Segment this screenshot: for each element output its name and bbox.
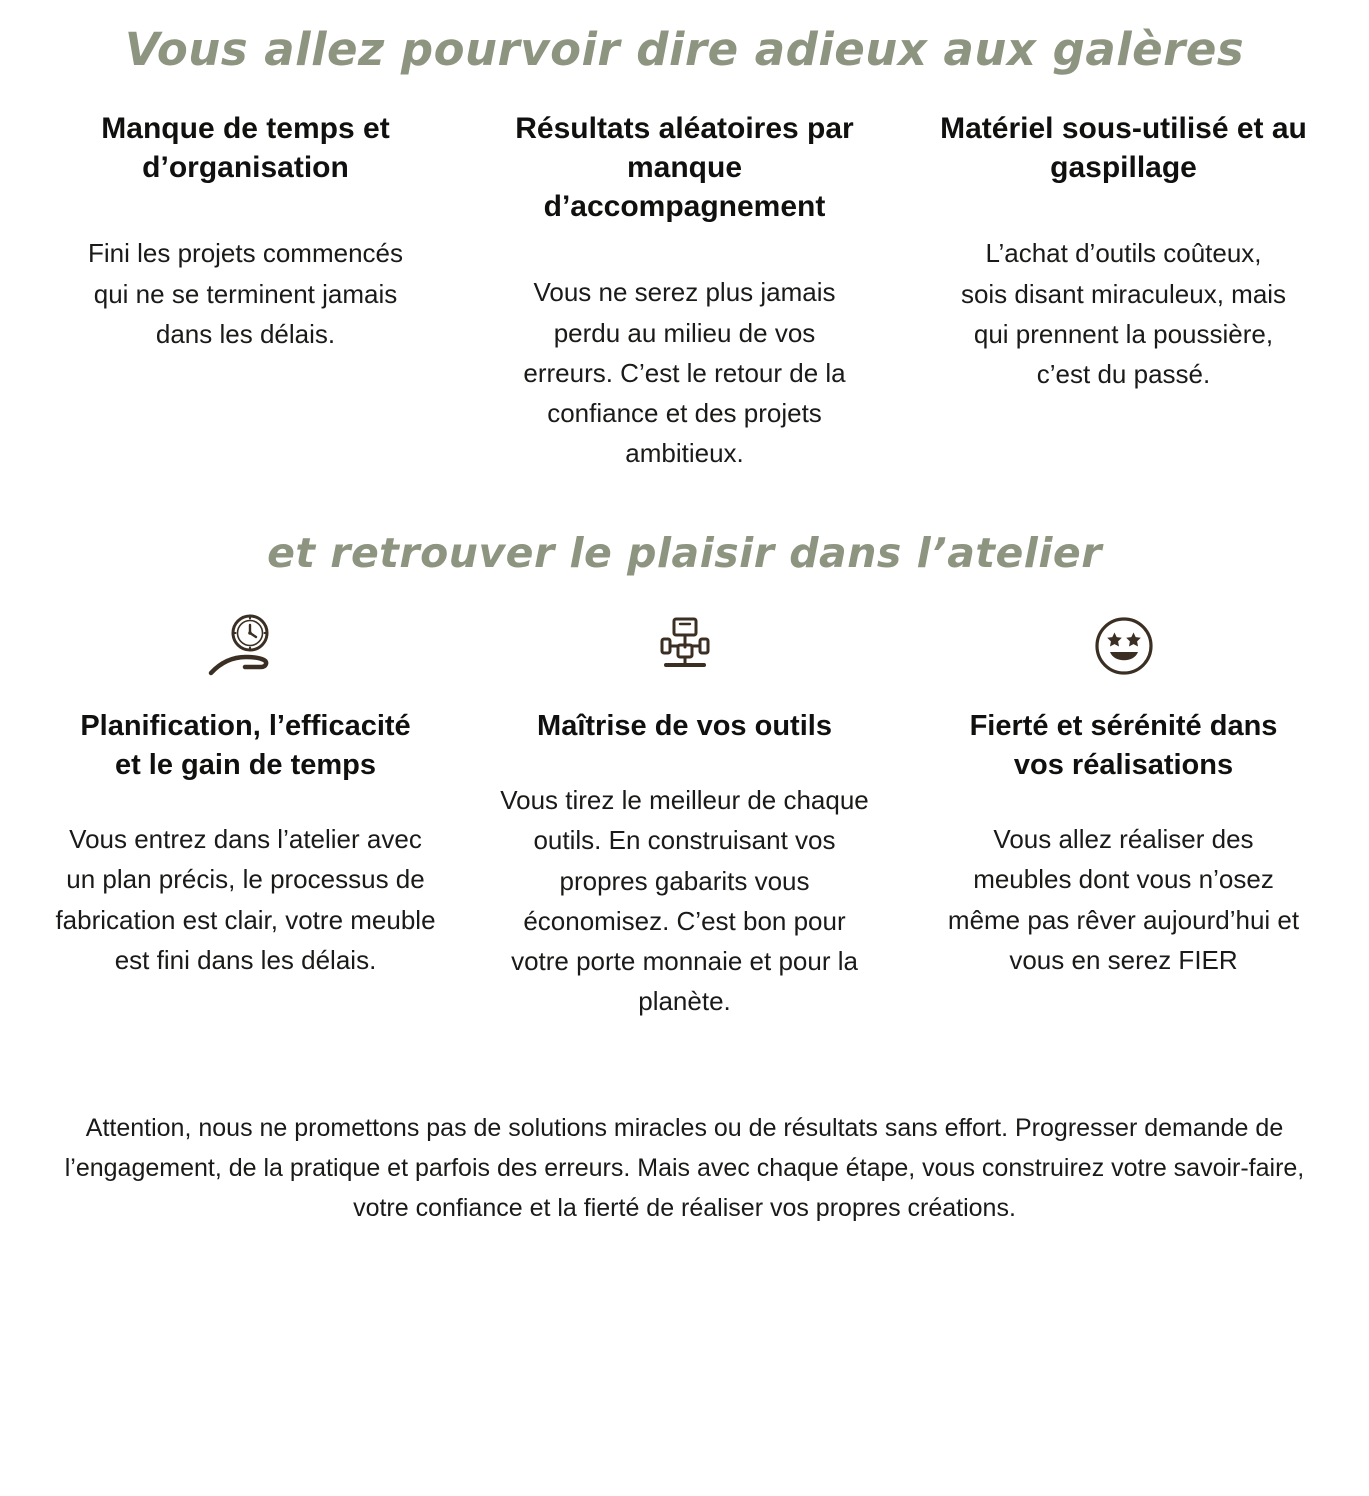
problem-body-3: L’achat d’outils coûteux, sois disant miraculeux, mais qui prennent la poussière, c’est du passé. — [960, 238, 1287, 390]
hand-holding-clock-icon — [44, 607, 447, 685]
benefit-title-3: Fierté et sérénité dans vos réalisations — [969, 709, 1278, 781]
benefit-title-2: Maîtrise de vos outils — [537, 709, 832, 742]
benefit-body-3: Vous allez réaliser des meubles dont vous n’osez même pas rêver aujourd’hui et vous en serez FIER — [947, 824, 1300, 975]
benefit-card-1 — [26, 607, 465, 1022]
benefit-body-2: Vous tirez le meilleur de chaque outils. En construisant vos propres gabarits vous économisez. C’est bon pour votre porte monnaie et pour la planète. — [500, 784, 869, 1017]
problems-columns — [0, 73, 1369, 473]
problem-card-1 — [26, 109, 465, 473]
star-eyes-smiley-icon — [922, 607, 1325, 685]
problem-card-2 — [465, 109, 904, 473]
benefit-title-1: Planification, l’efficacité et le gain de temps — [80, 709, 411, 781]
heading-spacer — [0, 575, 1369, 601]
problem-body-2: Vous ne serez plus jamais perdu au milieu de vos erreurs. C’est le retour de la confiance et des projets ambitieux. — [523, 277, 846, 469]
section-spacer — [0, 474, 1369, 532]
problem-body-1: Fini les projets commencés qui ne se terminent jamais dans les délais. — [88, 238, 403, 349]
section-heading-benefits: et retrouver le plaisir dans l’atelier — [267, 528, 1102, 577]
problem-title-2: Résultats aléatoires par manque d’accompagnement — [515, 112, 854, 224]
problem-card-3 — [904, 109, 1343, 473]
benefit-body-1: Vous entrez dans l’atelier avec un plan précis, le processus de fabrication est clair, votre meuble est fini dans les délais. — [55, 824, 436, 975]
problem-title-1: Manque de temps et d’organisation — [101, 112, 390, 185]
section-heading-problems: Vous allez pourvoir dire adieux aux galères — [124, 23, 1245, 76]
disclaimer-note: Attention, nous ne promettons pas de solutions miracles ou de résultats sans effort. Progresser demande de l’engagement, de la pratique et parfois des erreurs. Mais avec chaque étape, vous construirez votre savoir-faire, votre confiance et la fierté de réaliser vos propres créations. — [64, 1113, 1305, 1222]
benefit-card-3 — [904, 607, 1343, 1022]
benefit-card-2 — [465, 607, 904, 1022]
problem-title-3: Matériel sous-utilisé et au gaspillage — [940, 112, 1307, 185]
machine-tool-icon — [483, 607, 886, 685]
benefits-columns — [0, 601, 1369, 1022]
